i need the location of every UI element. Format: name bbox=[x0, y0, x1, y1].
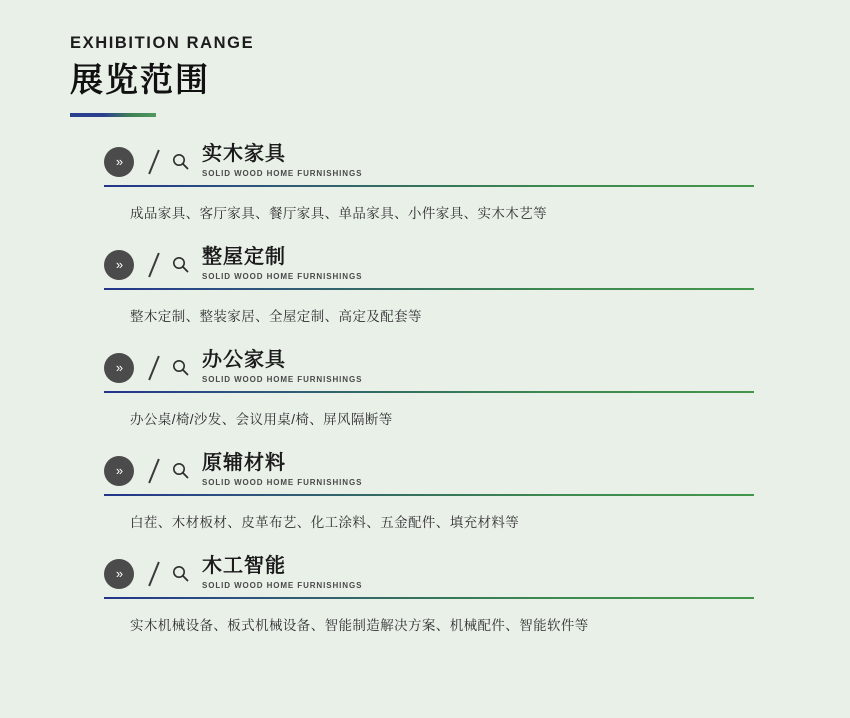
section-header bbox=[104, 246, 754, 287]
list-item bbox=[104, 143, 754, 224]
section-title-cn: 木工智能 bbox=[202, 555, 286, 578]
section-titles bbox=[202, 349, 362, 385]
section-title-cn: 整屋定制 bbox=[202, 246, 286, 269]
section-titles bbox=[202, 555, 362, 591]
section-header bbox=[104, 452, 754, 493]
section-title-en: SOLID WOOD HOME FURNISHINGS bbox=[202, 375, 363, 385]
section-header bbox=[104, 143, 754, 184]
slash-icon bbox=[145, 456, 165, 486]
section-title-cn: 办公家具 bbox=[202, 349, 286, 372]
magnifier-icon bbox=[172, 456, 189, 486]
magnifier-icon bbox=[172, 147, 189, 177]
list-item bbox=[104, 246, 754, 327]
magnifier-icon bbox=[172, 559, 189, 589]
magnifier-icon bbox=[172, 250, 189, 280]
section-title-cn: 实木家具 bbox=[202, 143, 286, 166]
list-item bbox=[104, 452, 754, 533]
section-titles bbox=[202, 246, 362, 282]
section-description: 整木定制、整装家居、全屋定制、高定及配套等 bbox=[130, 308, 422, 324]
section-description: 实木机械设备、板式机械设备、智能制造解决方案、机械配件、智能软件等 bbox=[130, 617, 589, 633]
section-titles bbox=[202, 452, 362, 488]
slash-icon bbox=[145, 250, 165, 280]
chevrons-right-icon: » bbox=[104, 456, 134, 486]
section-description: 办公桌/椅/沙发、会议用桌/椅、屏风隔断等 bbox=[130, 411, 393, 427]
section-list bbox=[0, 143, 850, 636]
section-title-en: SOLID WOOD HOME FURNISHINGS bbox=[202, 272, 363, 282]
chevrons-right-icon: » bbox=[104, 147, 134, 177]
section-title-en: SOLID WOOD HOME FURNISHINGS bbox=[202, 581, 363, 591]
slash-icon bbox=[145, 353, 165, 383]
list-item bbox=[104, 349, 754, 430]
section-header bbox=[104, 349, 754, 390]
title-underline-rule bbox=[70, 113, 156, 117]
section-description: 白茬、木材板材、皮革布艺、化工涂料、五金配件、填充材料等 bbox=[130, 514, 520, 530]
page-eyebrow: EXHIBITION RANGE bbox=[70, 34, 255, 52]
section-header bbox=[104, 555, 754, 596]
section-description: 成品家具、客厅家具、餐厅家具、单品家具、小件家具、实木木艺等 bbox=[130, 205, 547, 221]
magnifier-icon bbox=[172, 353, 189, 383]
chevrons-right-icon: » bbox=[104, 353, 134, 383]
section-title-cn: 原辅材料 bbox=[202, 452, 286, 475]
page-header bbox=[0, 0, 850, 117]
slash-icon bbox=[145, 147, 165, 177]
section-title-en: SOLID WOOD HOME FURNISHINGS bbox=[202, 169, 363, 179]
slash-icon bbox=[145, 559, 165, 589]
page-title: 展览范围 bbox=[70, 60, 210, 98]
chevrons-right-icon: » bbox=[104, 559, 134, 589]
section-title-en: SOLID WOOD HOME FURNISHINGS bbox=[202, 478, 363, 488]
chevrons-right-icon: » bbox=[104, 250, 134, 280]
list-item bbox=[104, 555, 754, 636]
section-titles bbox=[202, 143, 362, 179]
